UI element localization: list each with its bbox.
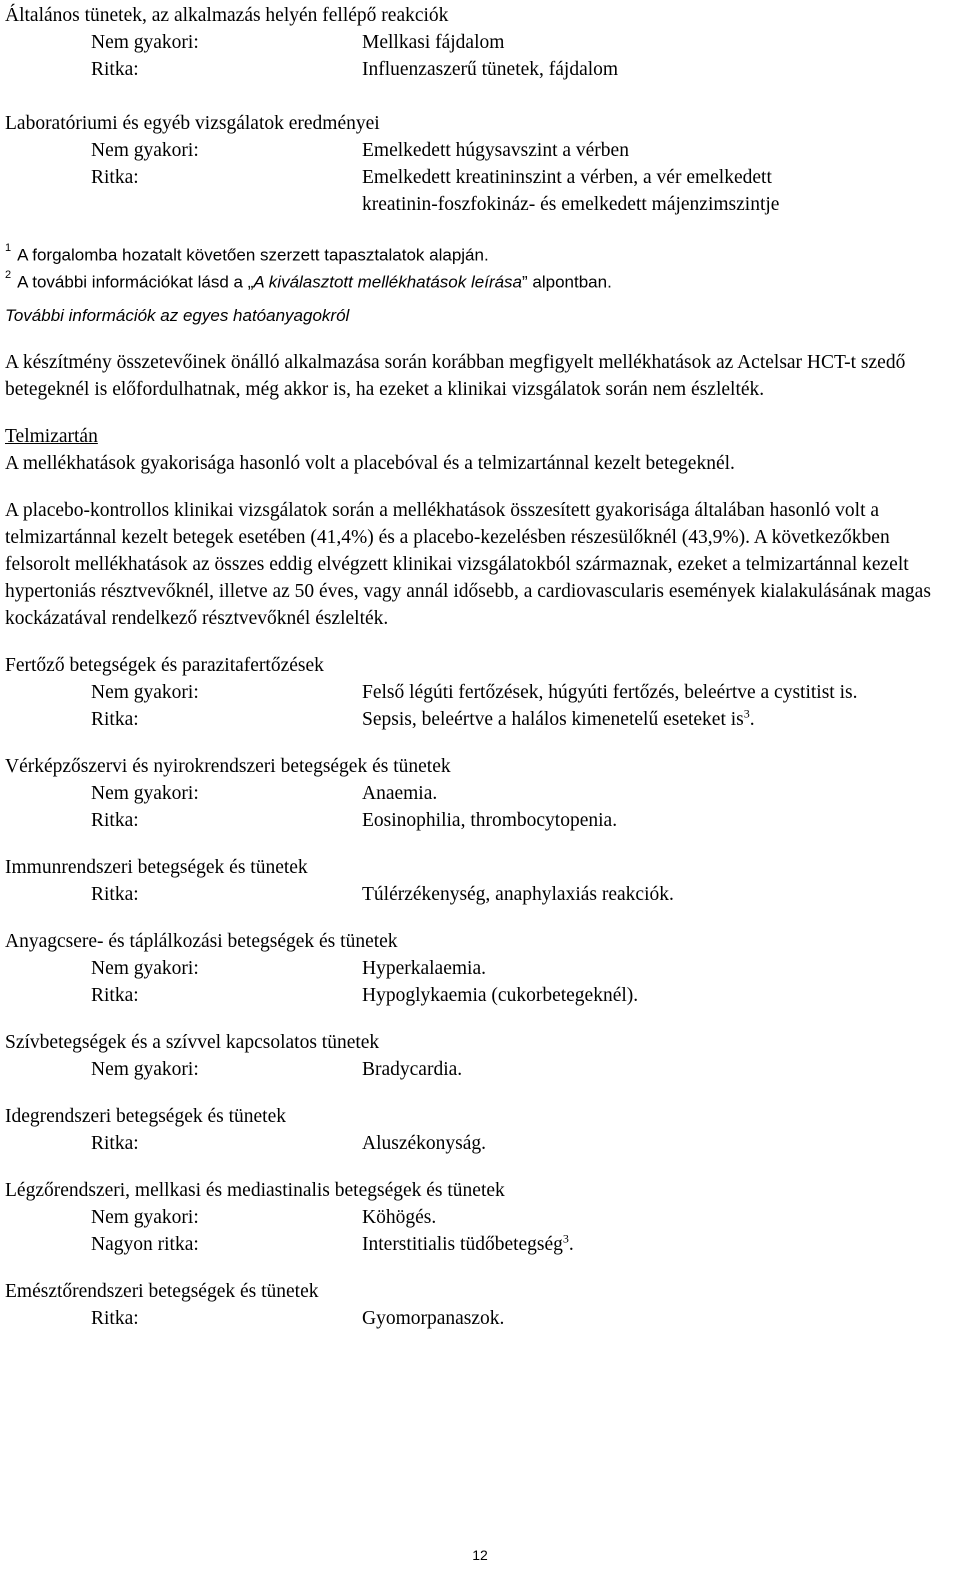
section-heading-cardiac: Szívbetegségek és a szívvel kapcsolatos tünetek	[5, 1032, 380, 1053]
adverse-row	[5, 29, 957, 56]
reaction-text-tail: .	[568, 1234, 574, 1255]
reaction-text: Túlérzékenység, anaphylaxiás reakciók.	[362, 884, 674, 905]
reaction-text-with-ref	[362, 706, 755, 733]
further-info-heading: További információk az egyes hatóanyagokról	[5, 306, 350, 325]
reaction-text: Bradycardia.	[362, 1059, 463, 1080]
adverse-row	[5, 807, 957, 834]
document-page	[5, 2, 957, 1332]
spacer	[5, 908, 957, 928]
footnote-marker: 2	[5, 269, 12, 281]
reaction-text: Felső légúti fertőzések, húgyúti fertőzés, beleértve a cystitist is.	[362, 682, 858, 703]
adverse-row	[5, 982, 957, 1009]
spacer	[5, 1083, 957, 1103]
frequency-label: Nem gyakori:	[91, 140, 199, 161]
adverse-row	[5, 137, 957, 164]
frequency-label: Ritka:	[91, 1133, 139, 1154]
frequency-label: Nem gyakori:	[91, 32, 199, 53]
footnote-text: A forgalomba hozatalt követően szerzett tapasztalatok alapján.	[17, 245, 489, 265]
reaction-text: Influenzaszerű tünetek, fájdalom	[362, 59, 619, 80]
section-heading-blood: Vérképzőszervi és nyirokrendszeri betegségek és tünetek	[5, 756, 451, 777]
footnote-1	[5, 238, 957, 265]
reaction-text: Anaemia.	[362, 783, 438, 804]
reaction-text: Interstitialis tüdőbetegség	[362, 1234, 563, 1255]
adverse-row	[5, 1056, 957, 1083]
frequency-label: Ritka:	[91, 59, 139, 80]
adverse-row	[5, 955, 957, 982]
spacer	[5, 1157, 957, 1177]
adverse-row	[5, 1231, 957, 1258]
frequency-label: Ritka:	[91, 1308, 139, 1329]
section-heading-metabolism: Anyagcsere- és táplálkozási betegségek és tünetek	[5, 931, 398, 952]
spacer	[5, 477, 957, 497]
adverse-row	[5, 780, 957, 807]
section-heading-respiratory: Légzőrendszeri, mellkasi és mediastinalis betegségek és tünetek	[5, 1180, 505, 1201]
reaction-text: Köhögés.	[362, 1207, 437, 1228]
reaction-text: Hyperkalaemia.	[362, 958, 486, 979]
further-info-paragraph: A készítmény összetevőinek önálló alkalmazása során korábban megfigyelt mellékhatások az Actelsar HCT-t szedő betegeknél is előfordulhatnak, még akkor is, ha ezeket a klinikai vizsgálatok során nem észlelték.	[5, 352, 906, 400]
reaction-text: Gyomorpanaszok.	[362, 1308, 505, 1329]
adverse-row	[5, 164, 957, 191]
reaction-text: Sepsis, beleértve a halálos kimenetelű eseteket is	[362, 709, 744, 730]
frequency-label: Ritka:	[91, 884, 139, 905]
footnote-marker: 1	[5, 242, 12, 254]
adverse-row	[5, 1204, 957, 1231]
section-heading-gastro: Emésztőrendszeri betegségek és tünetek	[5, 1281, 319, 1302]
footnote-2	[5, 265, 957, 292]
reaction-text: Mellkasi fájdalom	[362, 32, 505, 53]
reaction-text: Eosinophilia, thrombocytopenia.	[362, 810, 618, 831]
spacer	[5, 403, 957, 423]
adverse-row	[5, 706, 957, 733]
section-heading-lab: Laboratóriumi és egyéb vizsgálatok eredményei	[5, 113, 380, 134]
spacer	[5, 329, 957, 349]
reaction-text-tail: .	[749, 709, 755, 730]
section-heading-infections: Fertőző betegségek és parazitafertőzések	[5, 655, 324, 676]
spacer	[5, 1009, 957, 1029]
reaction-text: Hypoglykaemia (cukorbetegeknél).	[362, 985, 639, 1006]
reaction-text: Emelkedett húgysavszint a vérben	[362, 140, 629, 161]
footnote-text-post: ” alpontban.	[522, 272, 612, 292]
reaction-text: Aluszékonyság.	[362, 1133, 487, 1154]
frequency-label: Nem gyakori:	[91, 1207, 199, 1228]
frequency-label: Ritka:	[91, 810, 139, 831]
frequency-label: Ritka:	[91, 167, 139, 188]
footnote-italic-ref: A kiválasztott mellékhatások leírása	[253, 272, 523, 292]
telmisartan-paragraph-2: A placebo-kontrollos klinikai vizsgálatok során a mellékhatások összesített gyakorisága általában hasonló volt a telmizartánnal kezelt betegek esetében (41,4%) és a placebo-kezelésben részesülőknél (43,9%). A következőkben felsorolt mellékhatások az összes eddig elvégzett klinikai vizsgálatokból származnak, ezeket a telmizartánnal kezelt hypertoniás résztvevőknél, illetve az 50 éves, vagy annál idősebb, a cardiovascularis események kialakulásának magas kockázatával rendelkező résztvevőknél észlelték.	[5, 500, 931, 629]
section-heading-nervous: Idegrendszeri betegségek és tünetek	[5, 1106, 286, 1127]
reference-marker: 3	[743, 706, 750, 721]
reaction-text-with-ref	[362, 1231, 574, 1258]
frequency-label: Nem gyakori:	[91, 783, 199, 804]
frequency-label: Nem gyakori:	[91, 1059, 199, 1080]
telmisartan-heading: Telmizartán	[5, 426, 98, 447]
adverse-row	[5, 1305, 957, 1332]
frequency-label: Nem gyakori:	[91, 682, 199, 703]
spacer	[5, 218, 957, 238]
spacer	[5, 632, 957, 652]
section-heading-general: Általános tünetek, az alkalmazás helyén fellépő reakciók	[5, 5, 449, 26]
spacer	[5, 83, 957, 110]
reaction-text: kreatinin-foszfokináz- és emelkedett májenzimszintje	[362, 194, 780, 215]
reaction-text: Emelkedett kreatininszint a vérben, a vér emelkedett	[362, 167, 772, 188]
frequency-label: Nem gyakori:	[91, 958, 199, 979]
telmisartan-paragraph-1: A mellékhatások gyakorisága hasonló volt a placebóval és a telmizartánnal kezelt betegeknél.	[5, 453, 735, 474]
frequency-label: Nagyon ritka:	[91, 1234, 199, 1255]
reference-marker: 3	[562, 1231, 569, 1246]
page-number: 12	[472, 1547, 488, 1563]
section-heading-immune: Immunrendszeri betegségek és tünetek	[5, 857, 308, 878]
footnote-text-pre: A további információkat lásd a „	[17, 272, 254, 292]
spacer	[5, 1258, 957, 1278]
adverse-row	[5, 1130, 957, 1157]
adverse-row	[5, 56, 957, 83]
adverse-row	[5, 191, 957, 218]
frequency-label: Ritka:	[91, 985, 139, 1006]
adverse-row	[5, 679, 957, 706]
frequency-label: Ritka:	[91, 709, 139, 730]
spacer	[5, 733, 957, 753]
spacer	[5, 834, 957, 854]
adverse-row	[5, 881, 957, 908]
